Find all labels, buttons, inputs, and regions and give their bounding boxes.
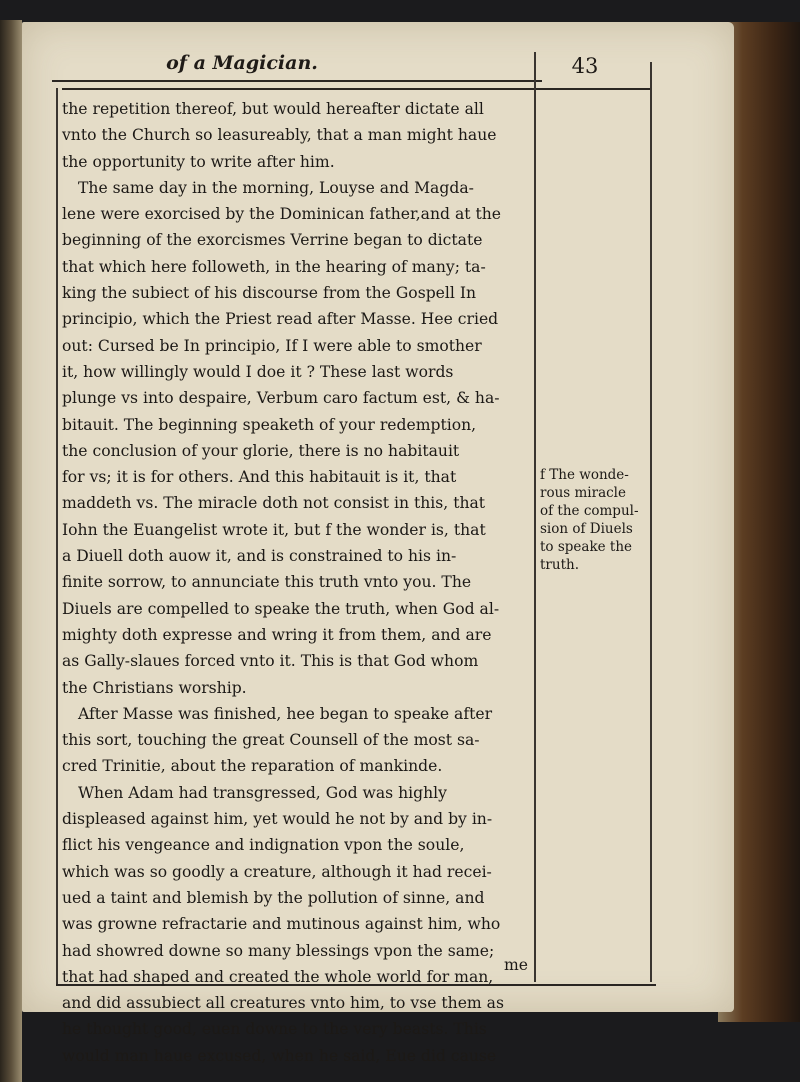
- text-line: this sort, touching the great Counsell of the most sa-: [62, 731, 480, 750]
- text-line: The same day in the morning, Louyse and Magda-: [78, 178, 474, 197]
- text-line: cred Trinitie, about the reparation of mankinde.: [62, 757, 443, 776]
- margin-note-line: f The wonde-: [540, 467, 629, 483]
- text-line: as Gally-slaues forced vnto it. This is that God whom: [62, 652, 479, 671]
- text-line: After Masse was finished, hee began to speake after: [78, 704, 493, 723]
- text-line: mighty doth expresse and wring it from them, and are: [62, 625, 492, 644]
- text-line: it, how willingly would I doe it ? These last words: [62, 362, 454, 381]
- text-line: ued a taint and blemish by the pollution of sinne, and: [62, 888, 485, 907]
- margin-note-line: truth.: [540, 557, 579, 573]
- text-line: When Adam had transgressed, God was highly: [78, 783, 447, 802]
- catchword: me: [504, 956, 529, 974]
- text-line: he thought good, euen downe to the very beasts. This: [62, 1020, 487, 1039]
- text-line: the repetition thereof, but would hereafter dictate all: [62, 100, 484, 118]
- page-number: 43: [571, 54, 599, 78]
- text-line: flict his vengeance and indignation vpon the soule,: [62, 836, 465, 855]
- margin-note-line: rous miracle: [540, 485, 626, 501]
- text-line: would man haue excused, when he said, Eue did cause: [62, 1046, 497, 1065]
- text-line: maddeth vs. The miracle doth not consist in this, that: [62, 494, 486, 513]
- text-line: beginning of the exorcismes Verrine began to dictate: [62, 231, 483, 250]
- text-line: principio, which the Priest read after Masse. Hee cried: [62, 310, 499, 329]
- text-line: lene were exorcised by the Dominican father,and at the: [62, 205, 502, 224]
- text-line: that which here followeth, in the hearing of many; ta-: [62, 257, 486, 276]
- body-text: [62, 96, 524, 1069]
- text-line: finite sorrow, to annunciate this truth vnto you. The: [62, 573, 472, 592]
- text-line: the opportunity to write after him.: [62, 152, 335, 171]
- margin-note-line: sion of Diuels: [540, 521, 633, 537]
- facing-page-edge: [0, 20, 22, 1082]
- text-line: Diuels are compelled to speake the truth, when God al-: [62, 599, 500, 618]
- margin-note-line: of the compul-: [540, 503, 639, 519]
- text-line: vnto the Church so leasureably, that a man might haue: [62, 126, 497, 145]
- left-frame-rule: [56, 88, 58, 984]
- right-frame-rule: [650, 62, 652, 982]
- text-line: a Diuell doth auow it, and is constrained to his in-: [62, 547, 457, 566]
- running-head: of a Magician.: [166, 52, 318, 74]
- text-line: plunge vs into despaire, Verbum caro factum est, & ha-: [62, 389, 500, 408]
- text-line: the conclusion of your glorie, there is no habitauit: [62, 441, 460, 460]
- column-rule: [534, 52, 536, 982]
- text-line: Iohn the Euangelist wrote it, but f the wonder is, that: [62, 520, 486, 539]
- text-line: bitauit. The beginning speaketh of your redemption,: [62, 415, 477, 434]
- text-line: out: Cursed be In principio, If I were able to smother: [62, 336, 482, 355]
- text-line: for vs; it is for others. And this habitauit is it, that: [62, 468, 457, 487]
- margin-header-rule: [540, 88, 650, 90]
- text-line: had showred downe so many blessings vpon the same;: [62, 941, 495, 960]
- text-line: the Christians worship.: [62, 678, 247, 697]
- margin-note-line: to speake the: [540, 539, 633, 555]
- text-line: that had shaped and created the whole world for man,: [62, 967, 494, 986]
- text-line: which was so goodly a creature, although it had recei-: [62, 862, 492, 881]
- text-line: was growne refractarie and mutinous against him, who: [62, 915, 501, 934]
- book-page: [22, 22, 734, 1065]
- header-rule-lower: [62, 88, 552, 90]
- margin-note: [540, 466, 650, 574]
- text-line: king the subiect of his discourse from the Gospell In: [62, 284, 477, 303]
- text-line: and did assubiect all creatures vnto him, to vse them as: [62, 994, 504, 1013]
- header-rule: [52, 80, 542, 82]
- text-line: displeased against him, yet would he not by and by in-: [62, 810, 493, 829]
